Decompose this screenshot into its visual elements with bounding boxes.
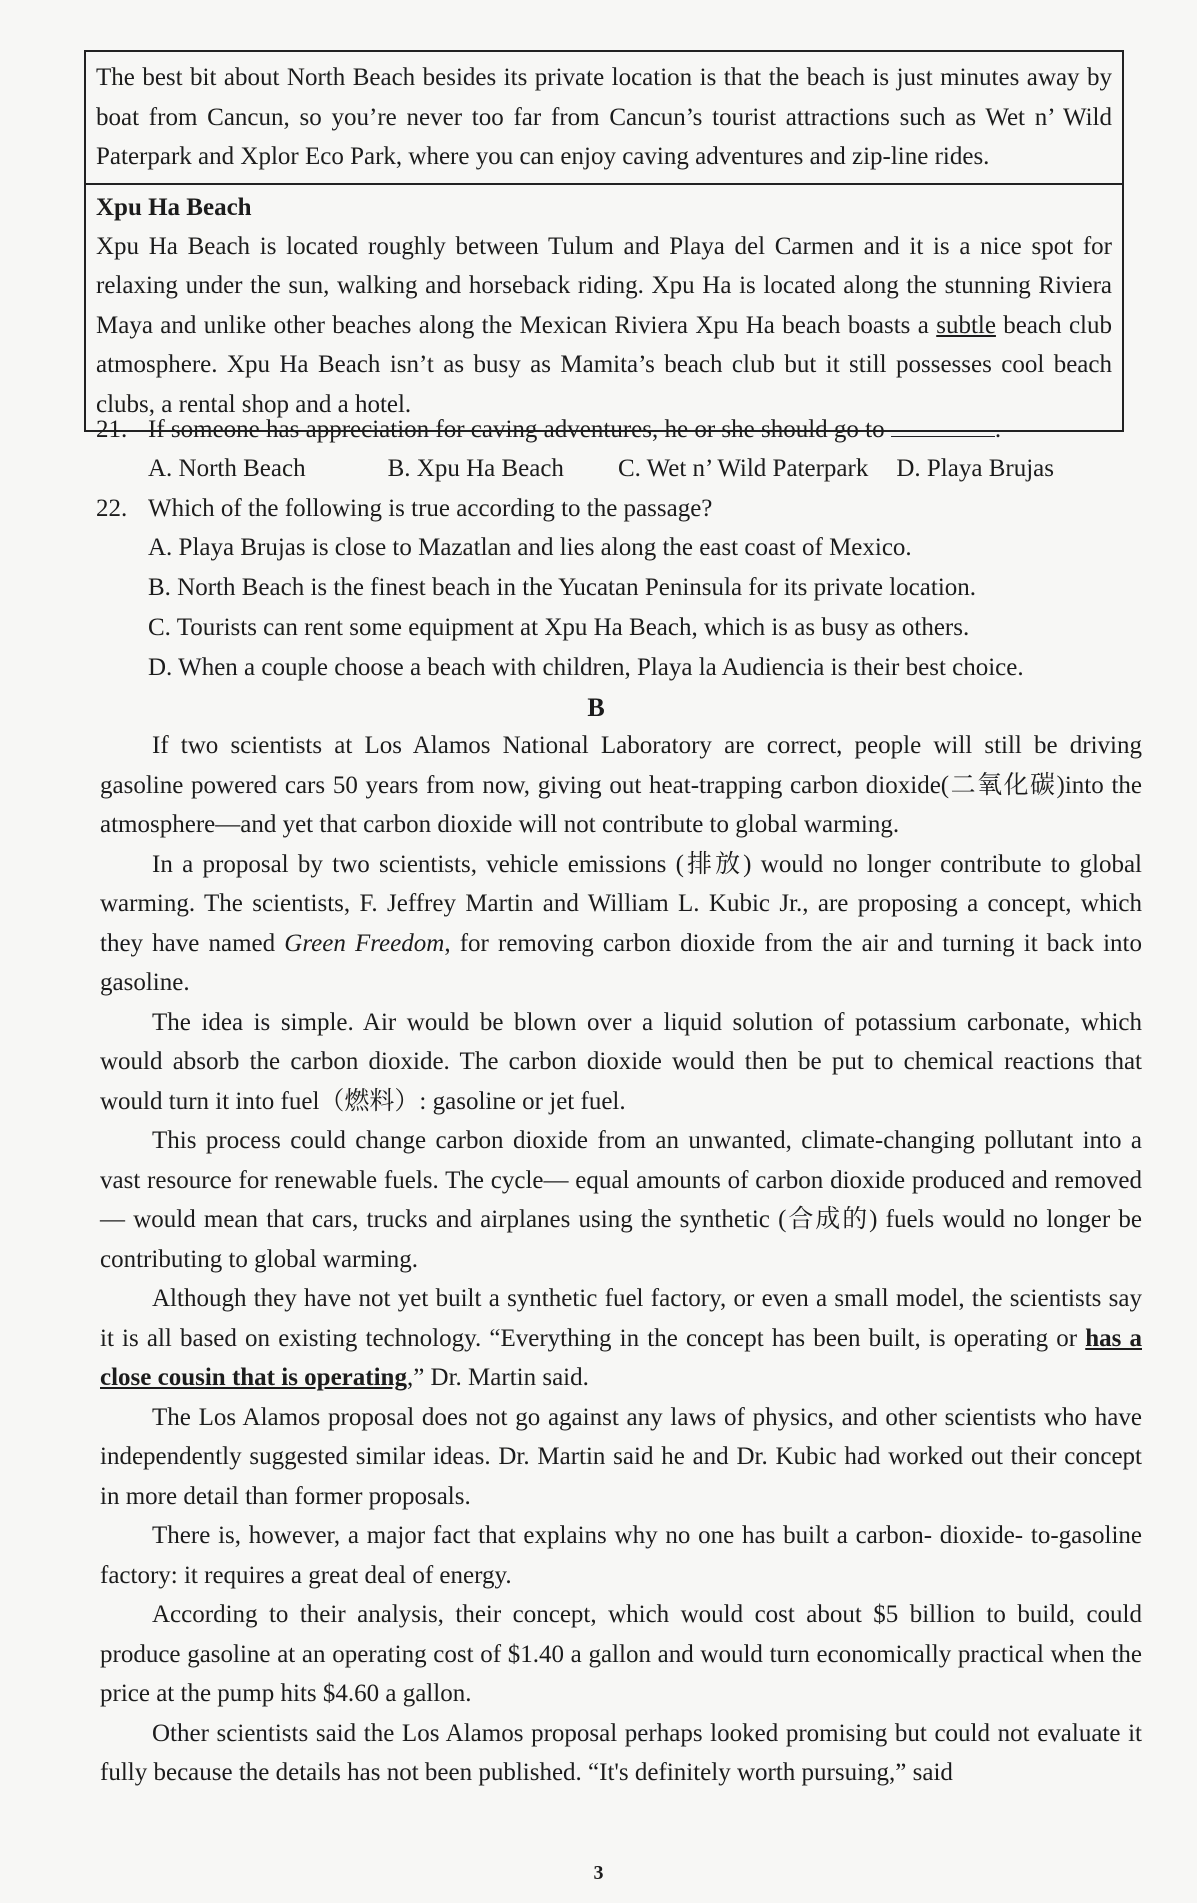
reading-passage-box	[84, 50, 1124, 432]
p5-text-a: Although they have not yet built a synthetic fuel factory, or even a small model, the scientists say it is all based on existing technology. “Everything in the concept has been built, is operating or	[100, 1285, 1142, 1352]
xpu-ha-text-1: Xpu Ha Beach is located roughly between Tulum and Playa del Carmen and it is a nice spot for relaxing under the sun, walking and horseback riding. Xpu Ha is located along the stunning Riviera Maya and unlike other beaches along the Mexican Riviera Xpu Ha beach boasts a	[96, 232, 1112, 339]
question-22-number: 22.	[96, 495, 128, 522]
p5-text-b: ,” Dr. Martin said.	[406, 1364, 589, 1391]
option-21-d: D. Playa Brujas	[896, 455, 1054, 482]
p2-text-a: In a proposal by two scientists, vehicle emissions (排放) would no longer contribute to global warming. The scientists, F. Jeffrey Martin and William L. Kubic Jr., are proposing a concept, which they have named	[100, 850, 1142, 957]
option-22-a: A. Playa Brujas is close to Mazatlan and lies along the east coast of Mexico.	[148, 534, 912, 561]
underlined-word-subtle: subtle	[936, 311, 996, 339]
option-21-a: A. North Beach	[148, 455, 306, 482]
questions-area	[96, 410, 1136, 728]
passage-b-paragraph-7: There is, however, a major fact that explains why no one has built a carbon- dioxide- to-gasoline factory: it requires a great deal of energy.	[100, 1522, 1142, 1589]
option-22-c: C. Tourists can rent some equipment at Xpu Ha Beach, which is as busy as others.	[148, 614, 970, 641]
question-21-number: 21.	[96, 416, 128, 443]
option-22-b: B. North Beach is the finest beach in the Yucatan Peninsula for its private location.	[148, 574, 977, 601]
question-21	[96, 410, 1136, 449]
passage-b-paragraph-4: This process could change carbon dioxide from an unwanted, climate-changing pollutant into a vast resource for renewable fuels. The cycle— equal amounts of carbon dioxide produced and removed— would mean that cars, trucks and airplanes using the synthetic (合成的) fuels would no longer be contributing to global warming.	[100, 1127, 1142, 1273]
question-21-stem: If someone has appreciation for caving adventures, he or she should go to	[148, 416, 885, 443]
underlined-phrase-close-cousin: has a close cousin that is operating	[100, 1324, 1142, 1391]
p2-text-b: , for removing carbon dioxide from the air and turning it back into gasoline.	[100, 929, 1143, 996]
page-number: 3	[593, 1862, 604, 1884]
xpu-ha-paragraph	[96, 227, 1112, 425]
passage-b-paragraph-1: If two scientists at Los Alamos National Laboratory are correct, people will still be driving gasoline powered cars 50 years from now, giving out heat-trapping carbon dioxide(二氧化碳)into the atmosphere—and yet that carbon dioxide will not contribute to global warming.	[100, 732, 1142, 838]
xpu-ha-section	[86, 185, 1122, 431]
passage-b-paragraph-8: According to their analysis, their concept, which would cost about $5 billion to build, could produce gasoline at an operating cost of $1.40 a gallon and would turn economically practical when the price at the pump hits $4.60 a gallon.	[100, 1601, 1142, 1707]
north-beach-paragraph: The best bit about North Beach besides its private location is that the beach is just minutes away by boat from Cancun, so you’re never too far from Cancun’s tourist attractions such as Wet n’ Wild Paterpark and Xplor Eco Park, where you can enjoy caving adventures and zip-line rides.	[96, 64, 1112, 170]
passage-b-paragraph-9: Other scientists said the Los Alamos proposal perhaps looked promising but could not evaluate it fully because the details has not been published. “It's definitely worth pursuing,” said	[100, 1719, 1142, 1786]
passage-b-paragraph-2	[100, 845, 1142, 1003]
option-21-b: B. Xpu Ha Beach	[387, 455, 564, 482]
question-22	[96, 489, 1136, 528]
question-21-stem-end: .	[994, 416, 1002, 443]
p2-italic-green-freedom: Green Freedom	[284, 929, 445, 957]
passage-b-paragraph-6: The Los Alamos proposal does not go against any laws of physics, and other scientists who have independently suggested similar ideas. Dr. Martin said he and Dr. Kubic had worked out their concept in more detail than former proposals.	[100, 1403, 1142, 1510]
option-21-c: C. Wet n’ Wild Paterpark	[617, 455, 869, 482]
north-beach-section	[86, 52, 1122, 185]
passage-b-paragraph-3: The idea is simple. Air would be blown over a liquid solution of potassium carbonate, which would absorb the carbon dioxide. The carbon dioxide would then be put to chemical reactions that would turn it into fuel（燃料）: gasoline or jet fuel.	[100, 1008, 1142, 1115]
section-b-label: B	[587, 693, 605, 722]
passage-b-paragraph-5	[100, 1279, 1142, 1398]
answer-blank	[891, 412, 995, 437]
xpu-ha-heading: Xpu Ha Beach	[96, 193, 252, 221]
option-22-d: D. When a couple choose a beach with children, Playa la Audiencia is their best choice.	[148, 654, 1024, 681]
question-21-options	[96, 449, 1136, 489]
question-22-stem: Which of the following is true according to the passage?	[148, 495, 713, 522]
passage-b	[100, 726, 1142, 1793]
xpu-ha-text-2: beach club atmosphere. Xpu Ha Beach isn’t as busy as Mamita’s beach club but it still possesses cool beach clubs, a rental shop and a hotel.	[96, 311, 1112, 418]
